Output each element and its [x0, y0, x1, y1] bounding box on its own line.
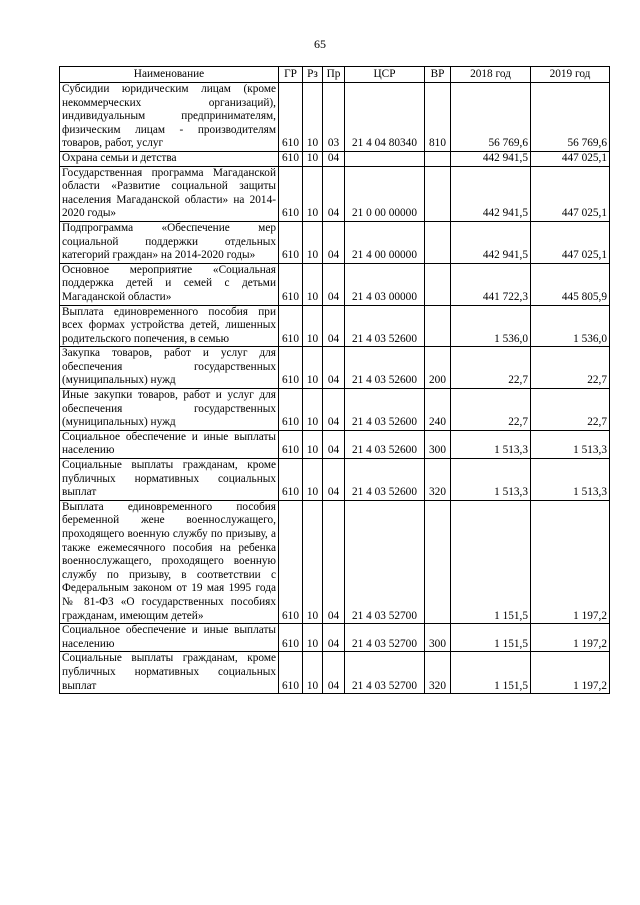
cell-csr: 21 4 03 52600 [345, 347, 425, 389]
cell-rz: 10 [303, 166, 323, 221]
header-pr: Пр [323, 67, 345, 83]
cell-2018: 56 769,6 [451, 83, 531, 152]
cell-gr: 610 [279, 430, 303, 458]
cell-pr: 04 [323, 347, 345, 389]
header-vr: ВР [425, 67, 451, 83]
cell-2019: 1 197,2 [531, 624, 610, 652]
cell-rz: 10 [303, 221, 323, 263]
cell-2019: 447 025,1 [531, 166, 610, 221]
cell-pr: 04 [323, 459, 345, 501]
cell-gr: 610 [279, 389, 303, 431]
cell-2019: 56 769,6 [531, 83, 610, 152]
cell-rz: 10 [303, 305, 323, 347]
cell-gr: 610 [279, 83, 303, 152]
cell-gr: 610 [279, 347, 303, 389]
cell-2018: 442 941,5 [451, 151, 531, 166]
cell-gr: 610 [279, 221, 303, 263]
table-row [60, 221, 610, 263]
cell-pr: 04 [323, 652, 345, 694]
cell-pr: 04 [323, 166, 345, 221]
cell-rz: 10 [303, 263, 323, 305]
cell-rz: 10 [303, 500, 323, 623]
cell-gr: 610 [279, 652, 303, 694]
cell-rz: 10 [303, 151, 323, 166]
header-2019: 2019 год [531, 67, 610, 83]
cell-2018: 441 722,3 [451, 263, 531, 305]
page-number: 65 [314, 37, 326, 51]
cell-csr: 21 4 03 52700 [345, 652, 425, 694]
header-csr: ЦСР [345, 67, 425, 83]
cell-csr [345, 151, 425, 166]
cell-2018: 1 151,5 [451, 500, 531, 623]
table-row [60, 389, 610, 431]
cell-2018: 1 151,5 [451, 624, 531, 652]
cell-vr [425, 500, 451, 623]
cell-pr: 04 [323, 221, 345, 263]
cell-name: Закупка товаров, работ и услуг для обеспечения государственных (муниципальных) нужд [60, 347, 279, 389]
cell-vr [425, 151, 451, 166]
cell-name: Выплата единовременного пособия при всех формах устройства детей, лишенных родительского попечения, в семью [60, 305, 279, 347]
cell-2019: 22,7 [531, 347, 610, 389]
header-gr: ГР [279, 67, 303, 83]
cell-csr: 21 4 03 00000 [345, 263, 425, 305]
cell-csr: 21 4 00 00000 [345, 221, 425, 263]
cell-2018: 22,7 [451, 389, 531, 431]
cell-2018: 22,7 [451, 347, 531, 389]
cell-2018: 442 941,5 [451, 166, 531, 221]
cell-2019: 1 197,2 [531, 500, 610, 623]
header-row [60, 67, 610, 83]
cell-vr: 300 [425, 430, 451, 458]
cell-2019: 447 025,1 [531, 221, 610, 263]
cell-vr: 320 [425, 459, 451, 501]
cell-vr [425, 166, 451, 221]
cell-csr: 21 4 04 80340 [345, 83, 425, 152]
cell-csr: 21 4 03 52600 [345, 430, 425, 458]
cell-2018: 1 513,3 [451, 430, 531, 458]
cell-csr: 21 4 03 52700 [345, 624, 425, 652]
table-header [60, 67, 610, 83]
cell-vr: 300 [425, 624, 451, 652]
cell-pr: 03 [323, 83, 345, 152]
cell-name: Социальное обеспечение и иные выплаты населению [60, 624, 279, 652]
cell-2018: 442 941,5 [451, 221, 531, 263]
cell-name: Подпрограмма «Обеспечение мер социальной поддержки отдельных категорий граждан» на 2014-2020 годы» [60, 221, 279, 263]
cell-2019: 1 513,3 [531, 430, 610, 458]
cell-pr: 04 [323, 624, 345, 652]
cell-pr: 04 [323, 500, 345, 623]
table-row [60, 347, 610, 389]
cell-gr: 610 [279, 263, 303, 305]
table-row [60, 166, 610, 221]
cell-name: Субсидии юридическим лицам (кроме некоммерческих организаций), индивидуальным предпринимателям, физическим лицам - производителям товаров, работ, услуг [60, 83, 279, 152]
cell-2019: 22,7 [531, 389, 610, 431]
cell-2018: 1 536,0 [451, 305, 531, 347]
table-row [60, 500, 610, 623]
cell-rz: 10 [303, 83, 323, 152]
table-body [60, 83, 610, 694]
cell-pr: 04 [323, 430, 345, 458]
cell-gr: 610 [279, 151, 303, 166]
cell-gr: 610 [279, 459, 303, 501]
cell-csr: 21 4 03 52600 [345, 305, 425, 347]
cell-gr: 610 [279, 500, 303, 623]
cell-vr: 320 [425, 652, 451, 694]
cell-rz: 10 [303, 347, 323, 389]
cell-name: Охрана семьи и детства [60, 151, 279, 166]
header-name: Наименование [60, 67, 279, 83]
cell-name: Иные закупки товаров, работ и услуг для обеспечения государственных (муниципальных) нужд [60, 389, 279, 431]
cell-rz: 10 [303, 389, 323, 431]
cell-csr: 21 4 03 52700 [345, 500, 425, 623]
cell-gr: 610 [279, 624, 303, 652]
cell-csr: 21 4 03 52600 [345, 389, 425, 431]
cell-csr: 21 0 00 00000 [345, 166, 425, 221]
header-rz: Рз [303, 67, 323, 83]
cell-2019: 445 805,9 [531, 263, 610, 305]
cell-pr: 04 [323, 151, 345, 166]
cell-name: Социальное обеспечение и иные выплаты населению [60, 430, 279, 458]
table-row [60, 151, 610, 166]
cell-vr [425, 305, 451, 347]
cell-vr: 200 [425, 347, 451, 389]
cell-pr: 04 [323, 263, 345, 305]
cell-vr: 240 [425, 389, 451, 431]
table-row [60, 430, 610, 458]
table-row [60, 624, 610, 652]
cell-gr: 610 [279, 166, 303, 221]
cell-rz: 10 [303, 459, 323, 501]
cell-rz: 10 [303, 624, 323, 652]
cell-name: Социальные выплаты гражданам, кроме публичных нормативных социальных выплат [60, 652, 279, 694]
table-row [60, 459, 610, 501]
cell-2019: 447 025,1 [531, 151, 610, 166]
cell-name: Социальные выплаты гражданам, кроме публичных нормативных социальных выплат [60, 459, 279, 501]
table-row [60, 305, 610, 347]
table-row [60, 83, 610, 152]
cell-rz: 10 [303, 652, 323, 694]
cell-vr [425, 263, 451, 305]
cell-2019: 1 197,2 [531, 652, 610, 694]
cell-rz: 10 [303, 430, 323, 458]
cell-name: Основное мероприятие «Социальная поддержка детей и семей с детьми Магаданской области» [60, 263, 279, 305]
cell-2018: 1 513,3 [451, 459, 531, 501]
table-row [60, 263, 610, 305]
cell-2019: 1 536,0 [531, 305, 610, 347]
cell-vr [425, 221, 451, 263]
cell-2019: 1 513,3 [531, 459, 610, 501]
cell-name: Выплата единовременного пособия беременной жене военнослужащего, проходящего военную службу по призыву, а также ежемесячного пособия на ребенка военнослужащего, проходящего военную службу по призыву, в соответствии с Федеральным законом от 19 мая 1995 года № 81-ФЗ «О государственных пособиях гражданам, имеющим детей» [60, 500, 279, 623]
cell-vr: 810 [425, 83, 451, 152]
table-row [60, 652, 610, 694]
cell-name: Государственная программа Магаданской области «Развитие социальной защиты населения Магаданской области» на 2014-2020 годы» [60, 166, 279, 221]
cell-gr: 610 [279, 305, 303, 347]
header-2018: 2018 год [451, 67, 531, 83]
cell-pr: 04 [323, 305, 345, 347]
cell-pr: 04 [323, 389, 345, 431]
cell-2018: 1 151,5 [451, 652, 531, 694]
cell-csr: 21 4 03 52600 [345, 459, 425, 501]
budget-table [59, 66, 610, 694]
